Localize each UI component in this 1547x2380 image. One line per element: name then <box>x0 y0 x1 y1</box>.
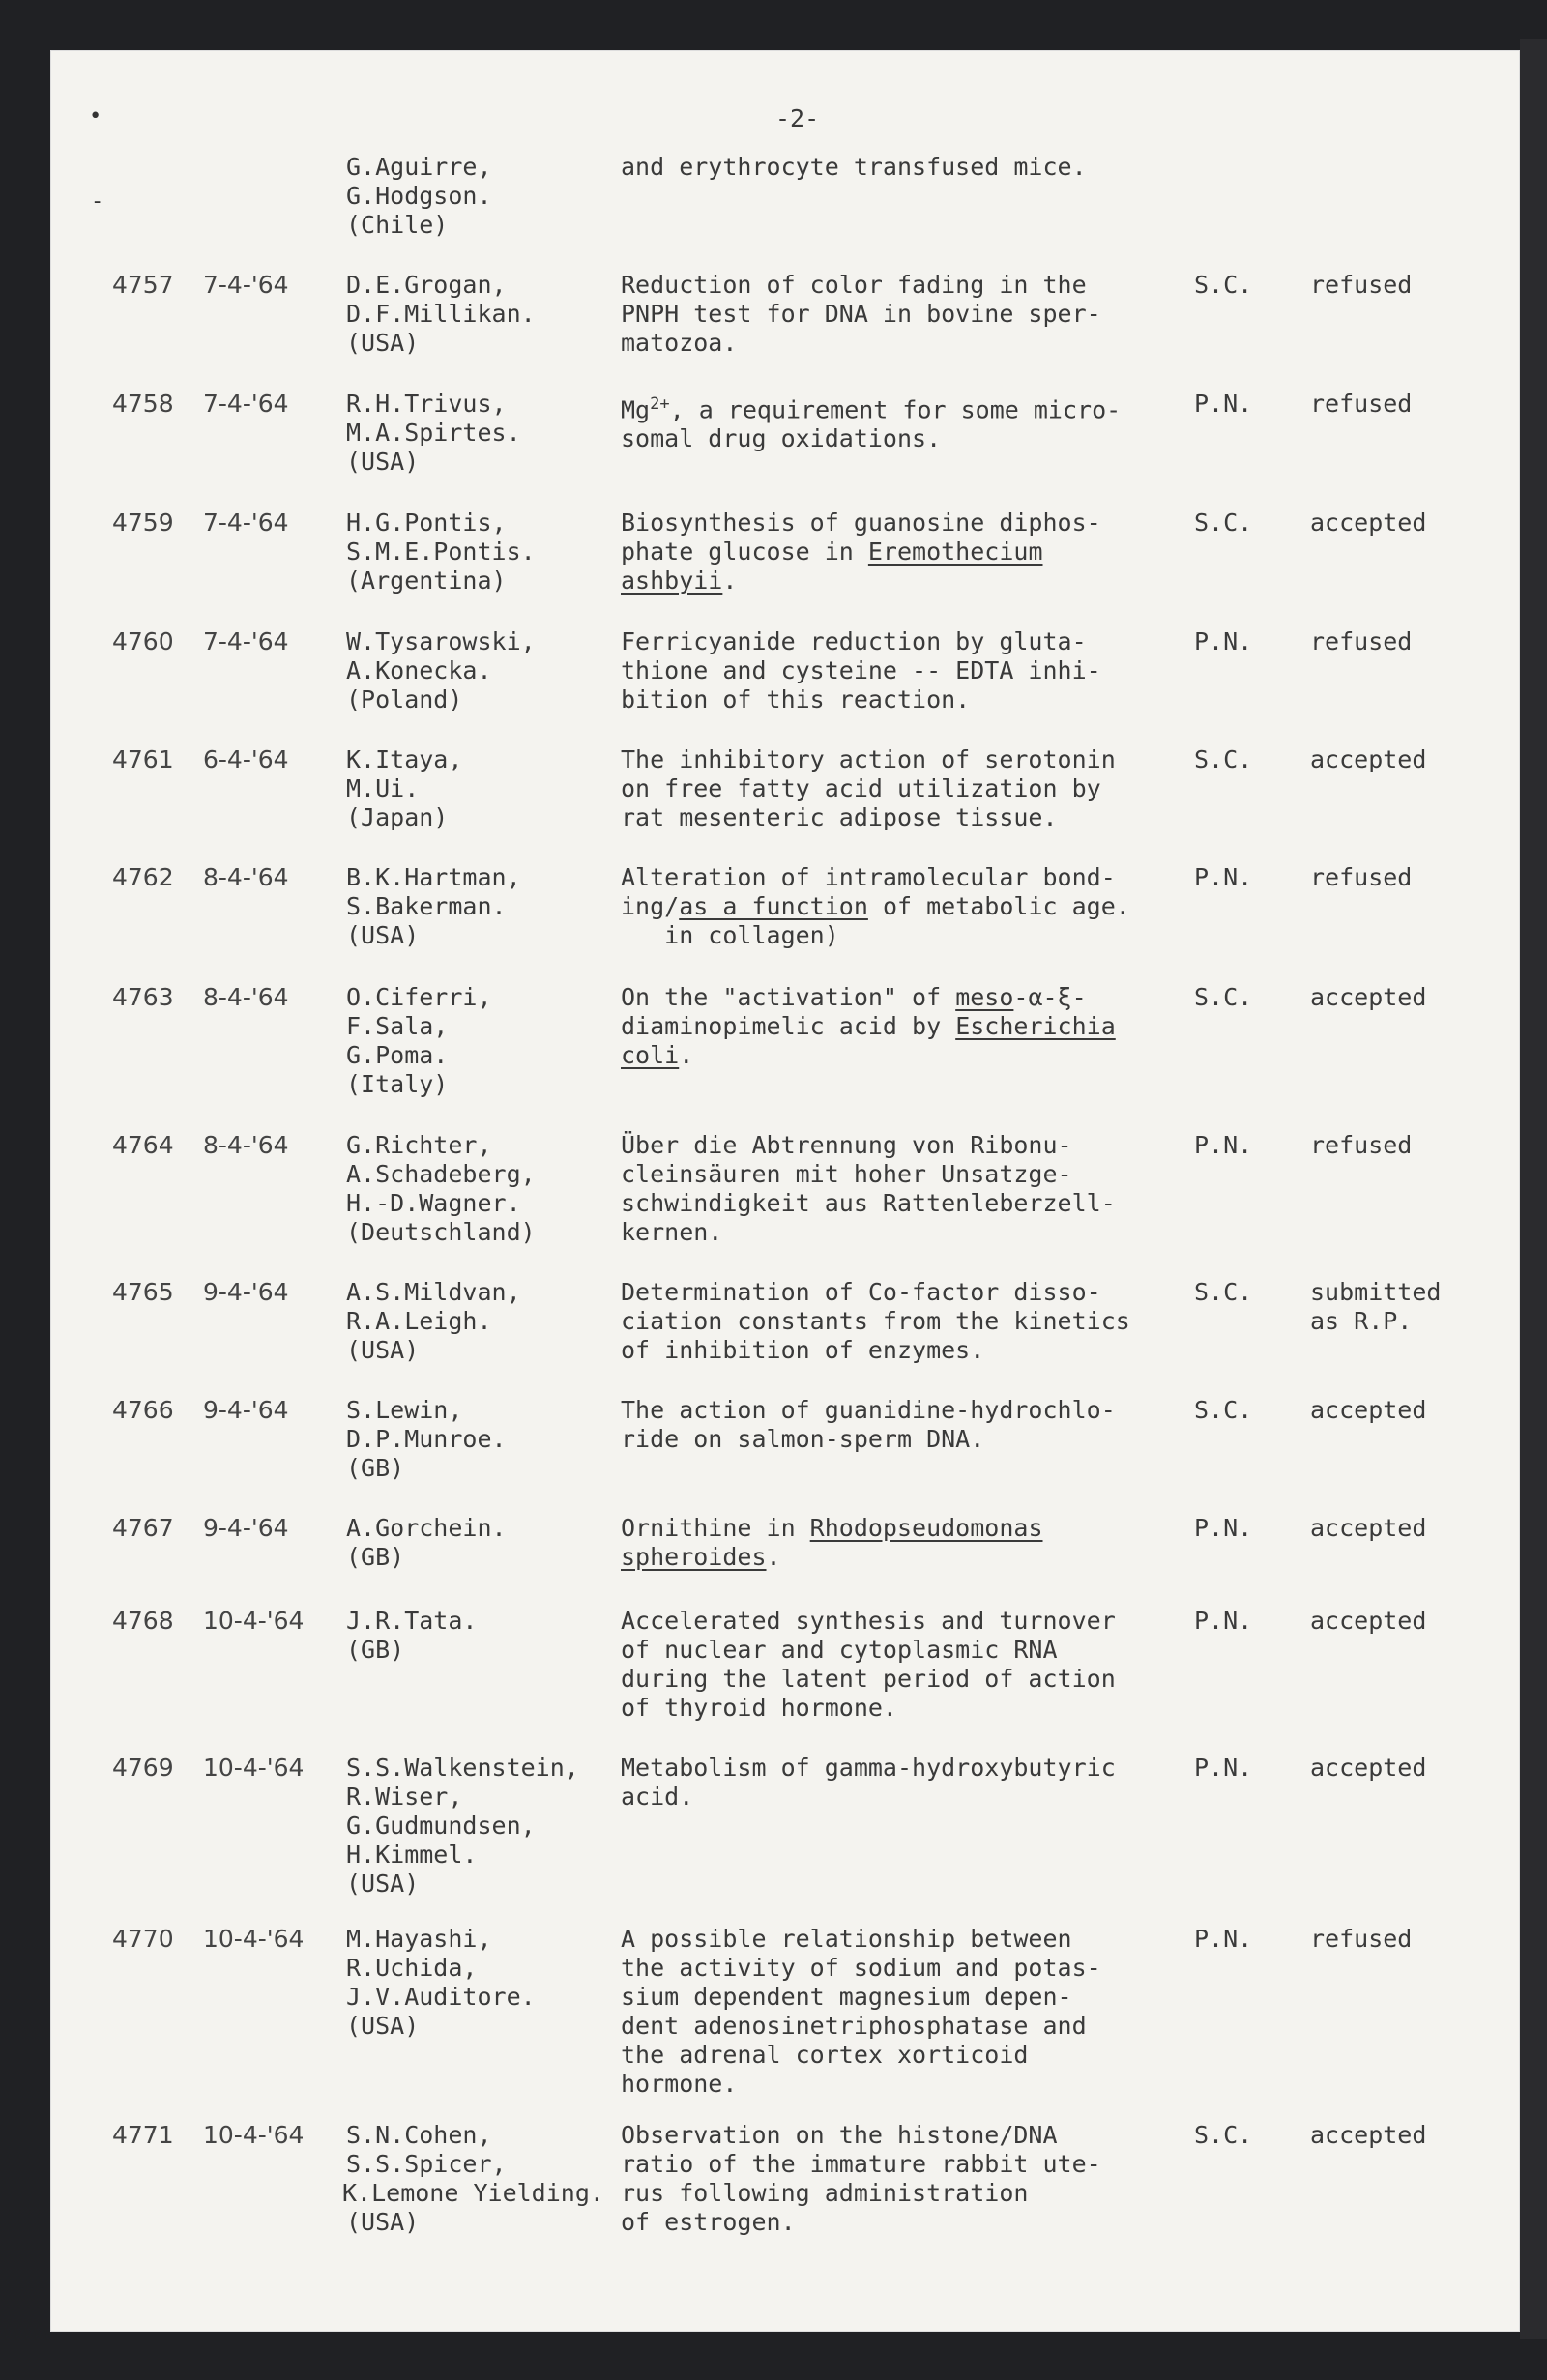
title-line: the activity of sodium and potas- <box>621 1954 1101 1982</box>
author-line: (Japan) <box>346 803 449 831</box>
entry-authors <box>346 1131 536 1247</box>
author-line: H.-D.Wagner. <box>346 1189 521 1217</box>
title-line: of thyroid hormone. <box>621 1694 897 1722</box>
author-line: R.A.Leigh. <box>346 1307 492 1335</box>
title-line: The inhibitory action of serotonin <box>621 745 1116 773</box>
title-line: Ornithine in Rhodopseudomonas <box>621 1514 1043 1542</box>
entry-status <box>1310 1925 1412 1954</box>
author-line: S.Lewin, <box>346 1396 463 1424</box>
status-line: refused <box>1310 390 1413 418</box>
entry-authors <box>346 1396 507 1483</box>
status-line: accepted <box>1310 2121 1427 2149</box>
author-line: D.P.Munroe. <box>346 1425 507 1453</box>
entry-journal: S.C. <box>1194 271 1253 299</box>
entry-authors <box>342 2121 606 2237</box>
author-line: F.Sala, <box>346 1012 449 1040</box>
entry-journal: S.C. <box>1194 508 1253 537</box>
entry-authors <box>346 153 492 240</box>
entry-number: 4760 <box>112 627 174 655</box>
title-line: A possible relationship between <box>621 1925 1072 1953</box>
entry-status <box>1310 863 1412 892</box>
author-line: S.N.Cohen, <box>346 2121 492 2149</box>
entry-status <box>1310 1131 1412 1160</box>
author-line: A.S.Mildvan, <box>346 1278 521 1306</box>
title-line: Über die Abtrennung von Ribonu- <box>621 1131 1072 1159</box>
author-line: (Poland) <box>346 685 463 713</box>
entry-authors <box>346 1514 507 1572</box>
author-line: D.E.Grogan, <box>346 271 507 299</box>
entry-title <box>621 627 1101 714</box>
entry-status <box>1310 271 1412 300</box>
title-line: ratio of the immature rabbit ute- <box>621 2150 1101 2178</box>
author-line: (USA) <box>346 2012 420 2040</box>
author-line: (USA) <box>346 2208 420 2236</box>
status-line: refused <box>1310 1925 1413 1953</box>
entry-status <box>1310 2121 1426 2150</box>
status-line: accepted <box>1310 508 1427 537</box>
title-line: cleinsäuren mit hoher Unsatzge- <box>621 1160 1072 1188</box>
status-line: as R.P. <box>1310 1307 1413 1335</box>
author-line: G.Gudmundsen, <box>346 1812 536 1840</box>
author-line: (USA) <box>346 921 420 949</box>
entry-date: 10-4-'64 <box>203 2121 305 2149</box>
entry-date: 7-4-'64 <box>203 390 289 418</box>
entry-authors <box>346 863 521 950</box>
entry-number: 4757 <box>112 271 174 299</box>
author-line: J.R.Tata. <box>346 1607 478 1635</box>
status-line: submitted <box>1310 1278 1442 1306</box>
entry-journal: P.N. <box>1194 1607 1253 1635</box>
author-line: (Chile) <box>346 211 449 239</box>
entry-title <box>621 508 1101 595</box>
entry-status <box>1310 1514 1426 1543</box>
author-line: B.K.Hartman, <box>346 863 521 891</box>
entry-title <box>621 390 1121 453</box>
title-line: of estrogen. <box>621 2208 796 2236</box>
author-line: M.Hayashi, <box>346 1925 492 1953</box>
author-line: D.F.Millikan. <box>346 300 536 328</box>
title-line: The action of guanidine-hydrochlo- <box>621 1396 1116 1424</box>
status-line: refused <box>1310 863 1413 891</box>
entry-title <box>621 271 1101 358</box>
entry-authors <box>346 1607 477 1665</box>
title-line: during the latent period of action <box>621 1665 1116 1693</box>
author-line: (USA) <box>346 1336 420 1364</box>
author-line: H.Kimmel. <box>346 1841 478 1869</box>
author-line: M.A.Spirtes. <box>346 419 521 447</box>
author-line: S.Bakerman. <box>346 892 507 920</box>
entry-title <box>621 983 1116 1070</box>
entry-status <box>1310 1754 1426 1783</box>
entry-title <box>621 1607 1116 1723</box>
entry-date: 9-4-'64 <box>203 1514 289 1542</box>
title-line: the adrenal cortex xorticoid <box>621 2041 1029 2069</box>
entry-number: 4768 <box>112 1607 174 1635</box>
entry-title <box>621 863 1130 950</box>
status-line: refused <box>1310 1131 1413 1159</box>
status-line: accepted <box>1310 983 1427 1011</box>
page-number: -2- <box>775 104 820 132</box>
entry-number: 4766 <box>112 1396 174 1424</box>
title-line: Alteration of intramolecular bond- <box>621 863 1116 891</box>
title-line: phate glucose in Eremothecium <box>621 537 1043 566</box>
title-line: kernen. <box>621 1218 723 1246</box>
status-line: accepted <box>1310 1396 1427 1424</box>
title-line: schwindigkeit aus Rattenleberzell- <box>621 1189 1116 1217</box>
entry-status <box>1310 390 1412 419</box>
title-line: bition of this reaction. <box>621 685 971 713</box>
entry-title <box>621 745 1116 832</box>
title-line: Observation on the histone/DNA <box>621 2121 1058 2149</box>
title-line: on free fatty acid utilization by <box>621 774 1101 802</box>
author-line: G.Poma. <box>346 1041 449 1069</box>
entry-date: 8-4-'64 <box>203 983 289 1011</box>
title-line: hormone. <box>621 2070 738 2098</box>
entry-authors <box>346 745 462 832</box>
entry-number: 4769 <box>112 1754 174 1782</box>
status-line: accepted <box>1310 1754 1427 1782</box>
title-line: Ferricyanide reduction by gluta- <box>621 627 1087 655</box>
entry-status <box>1310 1278 1441 1336</box>
title-line: dent adenosinetriphosphatase and <box>621 2012 1087 2040</box>
entry-journal: S.C. <box>1194 1396 1253 1424</box>
entry-title <box>621 153 1087 182</box>
entry-journal: P.N. <box>1194 390 1253 418</box>
title-line: sium dependent magnesium depen- <box>621 1983 1072 2011</box>
entry-title <box>621 1514 1043 1572</box>
entry-date: 10-4-'64 <box>203 1754 305 1782</box>
author-line: G.Aguirre, <box>346 153 492 181</box>
title-line: thione and cysteine -- EDTA inhi- <box>621 656 1101 684</box>
author-line: O.Ciferri, <box>346 983 492 1011</box>
title-line: Biosynthesis of guanosine diphos- <box>621 508 1101 537</box>
title-line: Metabolism of gamma-hydroxybutyric <box>621 1754 1116 1782</box>
entry-status <box>1310 1607 1426 1636</box>
status-line: refused <box>1310 627 1413 655</box>
author-line: J.V.Auditore. <box>346 1983 536 2011</box>
entry-journal: S.C. <box>1194 1278 1253 1306</box>
entry-title <box>621 1925 1101 2099</box>
author-line: G.Hodgson. <box>346 182 492 210</box>
entry-title <box>621 2121 1101 2237</box>
entry-date: 9-4-'64 <box>203 1278 289 1306</box>
entry-authors <box>346 1754 579 1899</box>
entry-number: 4771 <box>112 2121 174 2149</box>
author-line: W.Tysarowski, <box>346 627 536 655</box>
entry-number: 4770 <box>112 1925 174 1953</box>
author-line: R.Uchida, <box>346 1954 478 1982</box>
title-line: Reduction of color fading in the <box>621 271 1087 299</box>
entry-number: 4764 <box>112 1131 174 1159</box>
author-line: (Argentina) <box>346 566 507 595</box>
entry-journal: S.C. <box>1194 745 1253 773</box>
title-line: diaminopimelic acid by Escherichia <box>621 1012 1116 1040</box>
entry-authors <box>346 390 521 477</box>
author-line: (GB) <box>346 1454 405 1482</box>
entry-number: 4765 <box>112 1278 174 1306</box>
author-line: (Deutschland) <box>346 1218 536 1246</box>
entry-journal: P.N. <box>1194 863 1253 891</box>
entry-status <box>1310 627 1412 656</box>
title-line: ashbyii. <box>621 566 738 595</box>
entry-authors <box>346 627 536 714</box>
entry-number: 4763 <box>112 983 174 1011</box>
entry-journal: P.N. <box>1194 627 1253 655</box>
author-line: (GB) <box>346 1636 405 1664</box>
author-line: A.Gorchein. <box>346 1514 507 1542</box>
author-line: A.Konecka. <box>346 656 492 684</box>
entry-status <box>1310 983 1426 1012</box>
author-line: H.G.Pontis, <box>346 508 507 537</box>
title-line: of nuclear and cytoplasmic RNA <box>621 1636 1058 1664</box>
entry-status <box>1310 508 1426 537</box>
author-line: (USA) <box>346 1870 420 1898</box>
author-line: (USA) <box>346 329 420 357</box>
author-line: K.Lemone Yielding. <box>342 2179 604 2207</box>
title-line: spheroides. <box>621 1543 781 1571</box>
author-line: S.S.Walkenstein, <box>346 1754 579 1782</box>
entry-number: 4759 <box>112 508 174 537</box>
title-line: ciation constants from the kinetics <box>621 1307 1130 1335</box>
margin-dot: • <box>89 104 102 129</box>
entry-number: 4762 <box>112 863 174 891</box>
author-line: M.Ui. <box>346 774 420 802</box>
title-line: $Mg^{2+}$, a requirement for some micro- <box>621 394 1122 424</box>
entry-title <box>621 1396 1116 1454</box>
author-line: (USA) <box>346 448 420 476</box>
title-line: Determination of Co-factor disso- <box>621 1278 1101 1306</box>
author-line: S.M.E.Pontis. <box>346 537 536 566</box>
status-line: accepted <box>1310 1607 1427 1635</box>
title-line: in collagen) <box>621 921 839 949</box>
entry-number: 4767 <box>112 1514 174 1542</box>
entry-authors <box>346 983 492 1099</box>
author-line: R.H.Trivus, <box>346 390 507 418</box>
entry-date: 8-4-'64 <box>203 1131 289 1159</box>
entry-date: 9-4-'64 <box>203 1396 289 1424</box>
entry-journal: P.N. <box>1194 1131 1253 1159</box>
author-line: R.Wiser, <box>346 1783 463 1811</box>
title-line: PNPH test for DNA in bovine sper- <box>621 300 1101 328</box>
entry-date: 7-4-'64 <box>203 627 289 655</box>
title-line: rat mesenteric adipose tissue. <box>621 803 1058 831</box>
title-line: matozoa. <box>621 329 738 357</box>
title-line: Accelerated synthesis and turnover <box>621 1607 1116 1635</box>
entry-title <box>621 1754 1116 1812</box>
status-line: refused <box>1310 271 1413 299</box>
margin-dash: - <box>91 189 104 214</box>
title-line: acid. <box>621 1783 694 1811</box>
author-line: K.Itaya, <box>346 745 463 773</box>
entry-number: 4758 <box>112 390 174 418</box>
author-line: (GB) <box>346 1543 405 1571</box>
entry-journal: P.N. <box>1194 1754 1253 1782</box>
scan-edge <box>1520 39 1547 2339</box>
status-line: accepted <box>1310 1514 1427 1542</box>
author-line: A.Schadeberg, <box>346 1160 536 1188</box>
entry-journal: S.C. <box>1194 983 1253 1011</box>
author-line: (Italy) <box>346 1070 449 1098</box>
title-line: somal drug oxidations. <box>621 424 942 453</box>
title-line: of inhibition of enzymes. <box>621 1336 985 1364</box>
entry-status <box>1310 1396 1426 1425</box>
entry-title <box>621 1131 1116 1247</box>
entry-date: 6-4-'64 <box>203 745 289 773</box>
entry-status <box>1310 745 1426 774</box>
title-line: and erythrocyte transfused mice. <box>621 153 1087 181</box>
entry-journal: P.N. <box>1194 1925 1253 1953</box>
title-line: coli. <box>621 1041 694 1069</box>
entry-journal: P.N. <box>1194 1514 1253 1542</box>
entry-authors <box>346 1278 521 1365</box>
entry-date: 10-4-'64 <box>203 1925 305 1953</box>
status-line: accepted <box>1310 745 1427 773</box>
entry-journal: S.C. <box>1194 2121 1253 2149</box>
author-line: G.Richter, <box>346 1131 492 1159</box>
entry-authors <box>346 1925 536 2041</box>
entry-number: 4761 <box>112 745 174 773</box>
entry-authors <box>346 271 536 358</box>
author-line: S.S.Spicer, <box>346 2150 507 2178</box>
entry-authors <box>346 508 536 595</box>
title-line: ing/as a function of metabolic age. <box>621 892 1130 920</box>
entry-date: 10-4-'64 <box>203 1607 305 1635</box>
entry-date: 7-4-'64 <box>203 271 289 299</box>
entry-date: 8-4-'64 <box>203 863 289 891</box>
title-line: rus following administration <box>621 2179 1029 2207</box>
entry-title <box>621 1278 1130 1365</box>
entry-date: 7-4-'64 <box>203 508 289 537</box>
title-line: On the "activation" of meso-α-ξ- <box>621 983 1087 1011</box>
title-line: ride on salmon-sperm DNA. <box>621 1425 985 1453</box>
